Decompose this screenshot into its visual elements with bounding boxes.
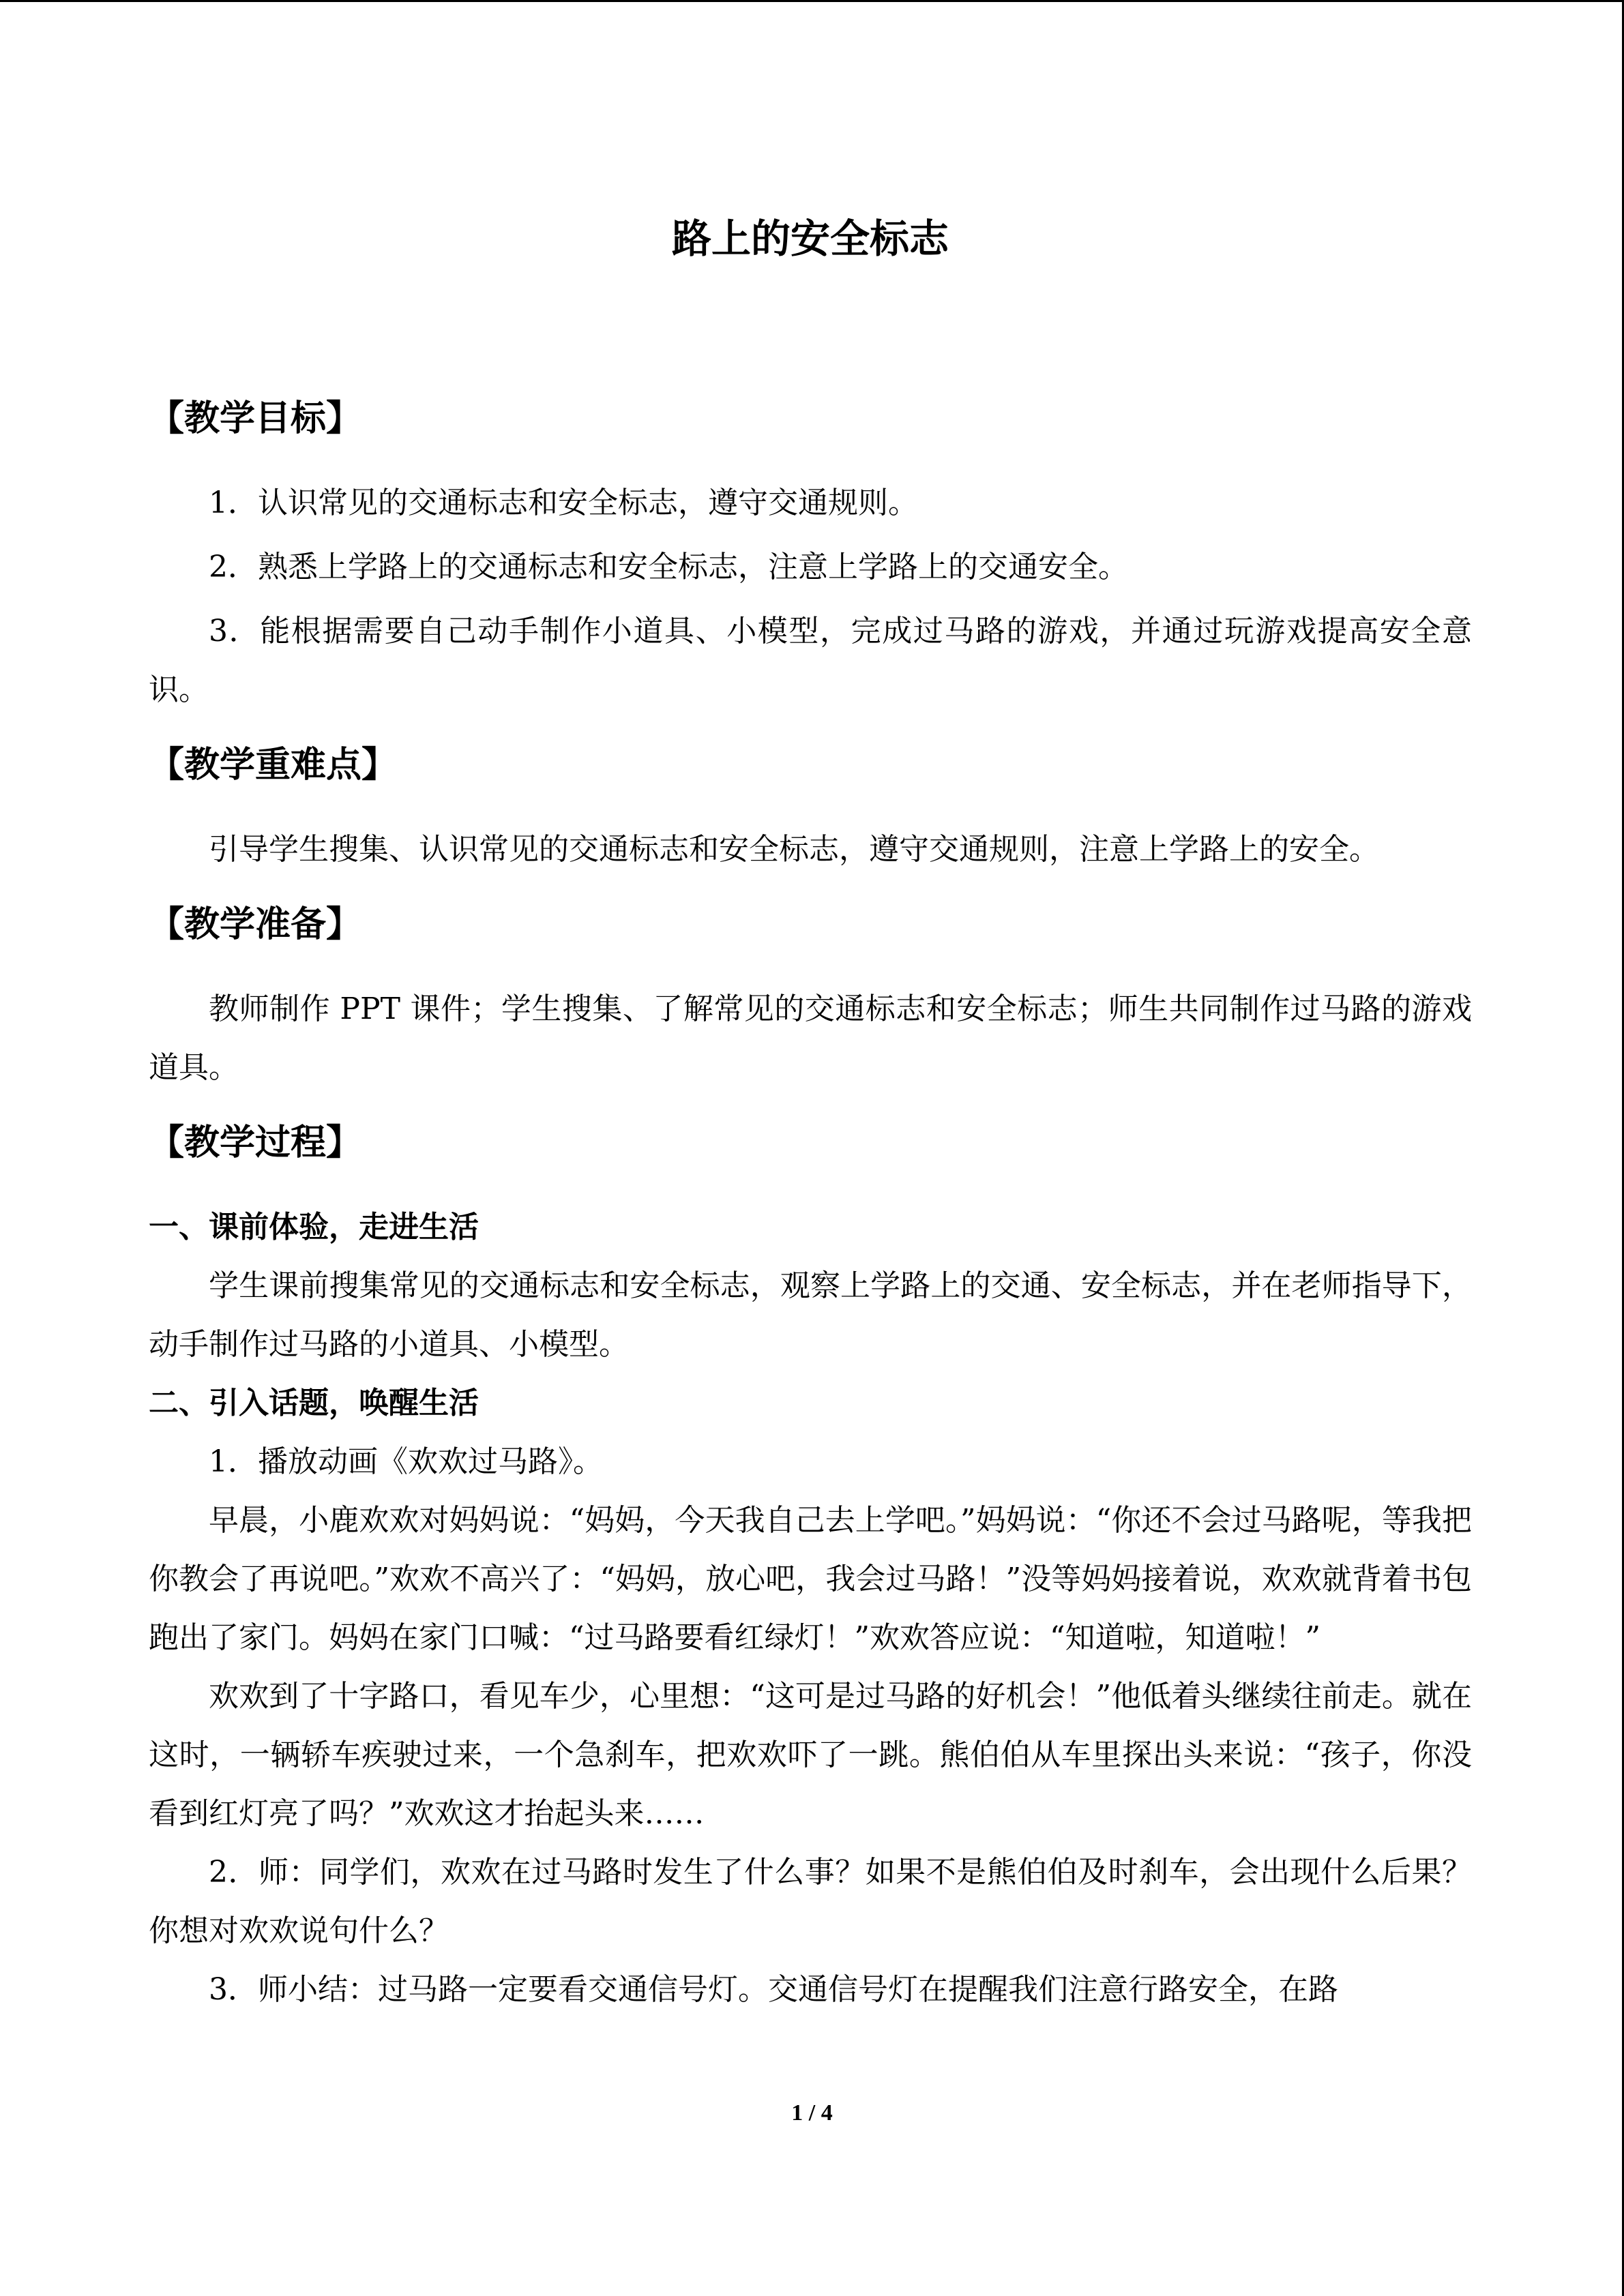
document-title: 路上的安全标志: [671, 215, 949, 262]
process-part2-paragraph-4: 2．师：同学们，欢欢在过马路时发生了什么事？如果不是熊伯伯及时刹车，会出现什么后果？你想对欢欢说句什么？: [149, 1855, 1472, 1948]
process-part2-paragraph-5: 3．师小结：过马路一定要看交通信号灯。交通信号灯在提醒我们注意行路安全，在路: [209, 1972, 1338, 2007]
document-body: [149, 208, 1472, 2019]
process-part2-paragraph-2: 早晨，小鹿欢欢对妈妈说：“妈妈，今天我自己去上学吧。”妈妈说：“你还不会过马路呢，等我把你教会了再说吧。”欢欢不高兴了：“妈妈，放心吧，我会过马路！”没等妈妈接着说，欢欢就背着书包跑出了家门。妈妈在家门口喊：“过马路要看红绿灯！”欢欢答应说：“知道啦，知道啦！”: [149, 1503, 1472, 1655]
section-heading-goals: 【教学目标】: [149, 398, 362, 439]
section-heading-key-points: 【教学重难点】: [149, 744, 398, 786]
section-heading-preparation: 【教学准备】: [149, 904, 362, 945]
process-part2-paragraph-3: 欢欢到了十字路口，看见车少，心里想：“这可是过马路的好机会！”他低着头继续往前走。就在这时，一辆轿车疾驶过来，一个急刹车，把欢欢吓了一跳。熊伯伯从车里探出头来说：“孩子，你没看到红灯亮了吗？”欢欢这才抬起头来……: [149, 1679, 1472, 1831]
goal-item-2: 2．熟悉上学路上的交通标志和安全标志，注意上学路上的交通安全。: [209, 550, 1128, 584]
page-number: 1 / 4: [791, 2100, 833, 2126]
page-top-border: [0, 0, 1624, 2]
goal-item-3: 3．能根据需要自己动手制作小道具、小模型，完成过马路的游戏，并通过玩游戏提高安全意识。: [149, 614, 1472, 707]
preparation-text: 教师制作 PPT 课件；学生搜集、了解常见的交通标志和安全标志；师生共同制作过马路的游戏道具。: [149, 992, 1472, 1085]
process-part1-text: 学生课前搜集常见的交通标志和安全标志，观察上学路上的交通、安全标志，并在老师指导下，动手制作过马路的小道具、小模型。: [149, 1268, 1472, 1362]
process-part2-paragraph-1: 1．播放动画《欢欢过马路》。: [209, 1444, 603, 1479]
key-points-text: 引导学生搜集、认识常见的交通标志和安全标志，遵守交通规则，注意上学路上的安全。: [209, 832, 1379, 867]
goal-item-1: 1．认识常见的交通标志和安全标志，遵守交通规则。: [209, 486, 918, 520]
section-heading-process: 【教学过程】: [149, 1122, 362, 1163]
process-part2-heading: 二、引入话题，唤醒生活: [149, 1386, 479, 1420]
process-part1-heading: 一、课前体验，走进生活: [149, 1210, 479, 1244]
